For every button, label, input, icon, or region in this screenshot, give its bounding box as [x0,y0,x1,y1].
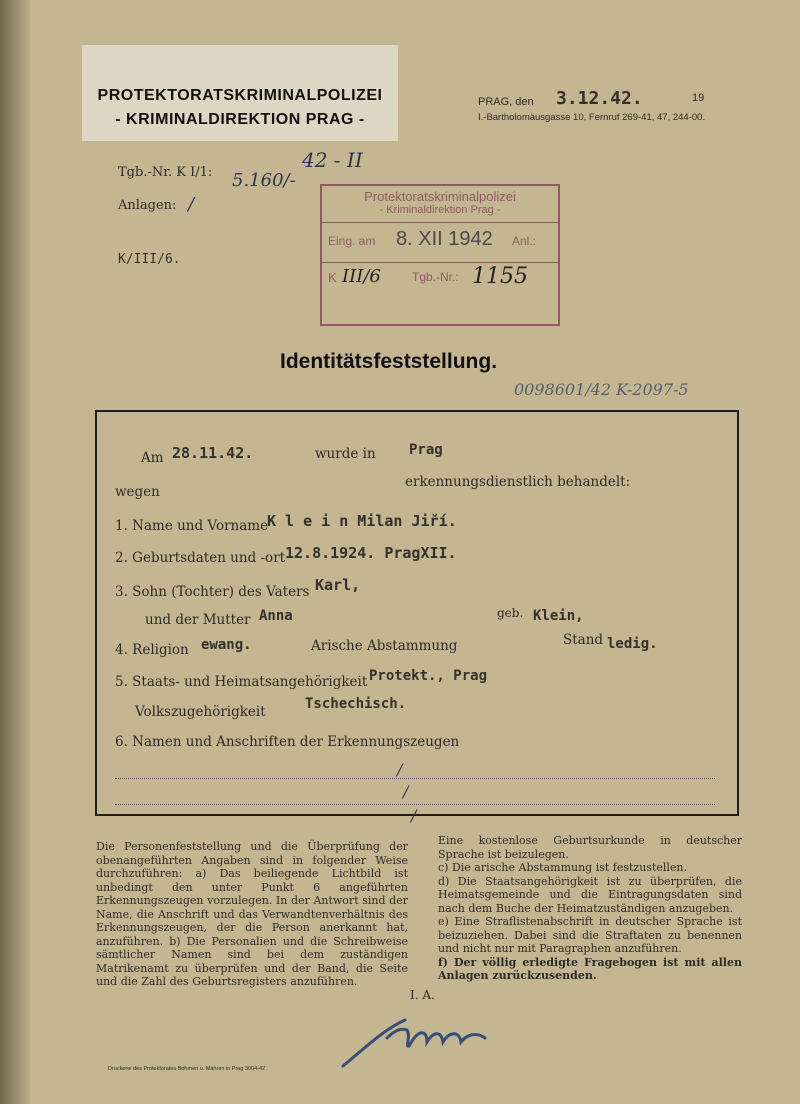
field-citizenship-label: 5. Staats- und Heimatsangehörigkeit [115,674,368,690]
office-address: I.-Bartholomäusgasse 10, Fernruf 269-41, 47, 244-00. [478,112,706,123]
margin-note: 0098601/42 K-2097-5 [514,380,689,399]
geb-value: Klein, [533,608,584,624]
field-name-label: 1. Name und Vorname [115,518,269,534]
printer-note: Druckerei des Protektorates Böhmen u. Mähren in Prag 3004-42 [108,1066,266,1072]
stamp-date-row [322,222,558,263]
field-witnesses-label: 6. Namen und Anschriften der Erkennungszeugen [115,734,460,750]
anlagen-label: Anlagen: [118,198,177,213]
instruction-c: c) Die arische Abstammung ist festzustellen. [438,861,688,874]
form-dotted-line-2 [115,804,715,805]
instruction-e: e) Eine Straflistenabschrift in deutscher Sprache ist beizuziehen. Dabei sind die Straftaten zu benennen und nicht nur mit Paragraphen anzuführen. [438,915,742,955]
volk-value: Tschechisch. [305,696,407,712]
place-label: PRAG, den [478,96,534,108]
instruction-birth-certificate: Eine kostenlose Geburtsurkunde in deutscher Sprache ist beizulegen. [438,834,742,861]
stamp-eing-label: Eing. am [328,234,376,248]
date-value: 3.12.42. [556,88,643,109]
stand-value: ledig. [607,636,658,652]
geb-label: geb. [497,606,524,620]
mother-label: und der Mutter [145,612,251,628]
stand-label: Stand [563,632,604,648]
wegen-label: wegen [115,484,160,500]
tgb-second: 5.160/- [232,170,296,191]
field-religion-label: 4. Religion [115,642,189,658]
field-father-label: 3. Sohn (Tochter) des Vaters [115,584,310,600]
field-religion-value: ewang. [201,637,252,653]
stamp-tgb-label: Tgb.-Nr.: [412,270,459,284]
field-name-value: K l e i n Milan Jiří. [267,512,457,530]
mother-value: Anna [259,608,293,624]
page-edge [0,0,30,1104]
anlagen-value: / [188,194,195,215]
ia-label: I. A. [410,988,435,1002]
tgb-value: 42 - II [302,148,363,172]
field-birth-value: 12.8.1924. PragXII. [285,544,457,562]
place-value: Prag [409,442,443,458]
instruction-d: d) Die Staatsangehörigkeit ist zu überprüfen, die Heimatsgemeinde und die Eintragungsdaten sind nach dem Buche der Heimatzuständigen anzugeben. [438,874,742,915]
witness-mark-1: / [397,760,403,779]
arische-label: Arische Abstammung [311,638,458,654]
stamp-line2: - Kriminaldirektion Prag - [379,204,501,216]
year-prefix: 19 [692,92,705,104]
field-father-value: Karl, [315,576,361,594]
form-dotted-line-1 [115,778,715,779]
instructions-left: Die Personenfeststellung und die Überprüfung der obenangeführten Angaben sind in folgender Weise durchzuführen: a) Das beiliegende Lichtbild ist unbedingt den unter Punkt 6 angeführten Erkennungszeugen vorzulegen. In der Antwort sind der Name, die Anschrift und das Verwandtenverhältnis des Erkennungszeugen, der die Person anerkannt hat, anzuführen. b) Die Personalien und die Schreibweise sämtlicher Namen sind bei dem zuständigen Matrikenamt zu überprüfen und der Band, die Seite und die Zahl des Geburtsregisters anzuführen. [96,840,408,988]
office-line2: - KRIMINALDIREKTION PRAG - [115,111,365,128]
stamp-k-label: K [328,270,337,285]
witness-mark-3: / [411,806,417,825]
stamp-eing-value: 8. XII 1942 [396,228,493,250]
volk-label: Volkszugehörigkeit [135,704,266,720]
stamp-number-row [322,262,558,298]
field-birth-label: 2. Geburtsdaten und -ort [115,550,286,566]
witness-mark-2: / [403,782,409,801]
signature [335,1008,505,1078]
stamp-tgb-value: 1155 [472,264,528,289]
instruction-f: f) Der völlig erledigte Fragebogen ist mit allen Anlagen zurückzusenden. [438,955,742,982]
tgb-label: Tgb.-Nr. K I/1: [118,165,213,180]
identity-form [95,410,739,825]
stamp-header [322,186,558,223]
stamp-line1: Protektoratskriminalpolizei [364,189,516,204]
office-line1: PROTEKTORATSKRIMINALPOLIZEI [97,87,383,104]
wurde-in-label: wurde in [315,446,376,462]
stamp-anl-label: Anl.: [512,234,537,248]
field-citizenship-value: Protekt., Prag [369,668,488,684]
received-stamp [320,184,560,326]
instructions-right [438,834,742,983]
office-label [82,45,398,141]
document-title: Identitätsfeststellung. [280,350,498,373]
am-value: 28.11.42. [172,444,254,462]
behandelt-label: erkennungsdienstlich behandelt: [405,474,631,490]
stamp-k-value: III/6 [342,266,381,287]
reference-code: K/III/6. [118,252,181,267]
am-label: Am [141,450,164,466]
